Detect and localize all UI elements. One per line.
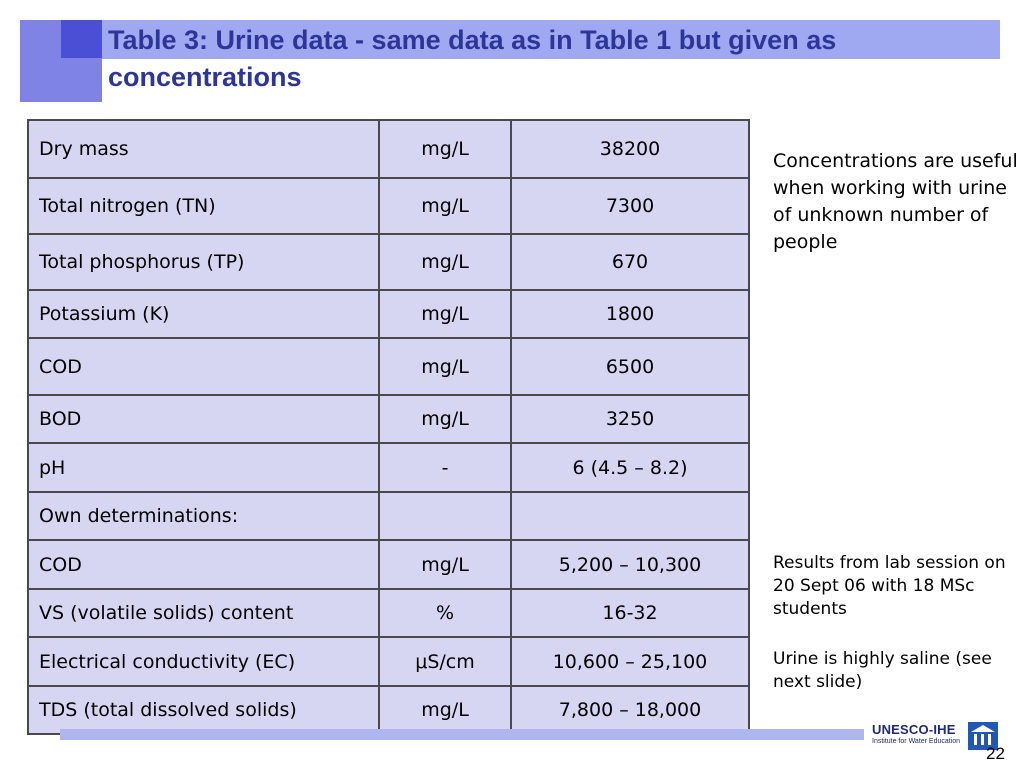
row-value: 7,800 – 18,000 [511, 686, 749, 734]
row-unit: mg/L [379, 540, 511, 589]
row-value: 670 [511, 234, 749, 290]
row-unit: mg/L [379, 395, 511, 443]
row-value: 3250 [511, 395, 749, 443]
unesco-ihe-logo [872, 722, 1002, 750]
row-label: Dry mass [28, 120, 379, 178]
row-unit: mg/L [379, 686, 511, 734]
row-label: Own determinations: [28, 492, 379, 540]
row-unit: mg/L [379, 234, 511, 290]
table-row [28, 637, 749, 686]
table-row [28, 395, 749, 443]
note-saline: Urine is highly saline (see next slide) [773, 649, 992, 692]
row-value: 1800 [511, 290, 749, 338]
row-value: 10,600 – 25,100 [511, 637, 749, 686]
footer-bar [60, 729, 864, 740]
table-row [28, 234, 749, 290]
table-row [28, 443, 749, 492]
decorative-square-small [61, 20, 102, 58]
row-label: pH [28, 443, 379, 492]
table-row [28, 589, 749, 637]
logo-text: UNESCO-IHE [872, 722, 956, 737]
table-row [28, 120, 749, 178]
row-value: 7300 [511, 178, 749, 234]
row-label: Total nitrogen (TN) [28, 178, 379, 234]
urine-data-table [27, 119, 750, 735]
row-unit: mg/L [379, 290, 511, 338]
row-label: BOD [28, 395, 379, 443]
table-row [28, 178, 749, 234]
row-unit: μS/cm [379, 637, 511, 686]
row-value: 38200 [511, 120, 749, 178]
table-row [28, 492, 749, 540]
page-number: 22 [986, 744, 1005, 763]
row-label: Potassium (K) [28, 290, 379, 338]
row-unit: mg/L [379, 178, 511, 234]
row-value: 6 (4.5 – 8.2) [511, 443, 749, 492]
note-lab-session: Results from lab session on 20 Sept 06 with 18 MSc students [773, 553, 1006, 619]
table-row [28, 686, 749, 734]
row-unit: - [379, 443, 511, 492]
row-unit [379, 492, 511, 540]
row-label: COD [28, 540, 379, 589]
row-label: Electrical conductivity (EC) [28, 637, 379, 686]
row-label: Total phosphorus (TP) [28, 234, 379, 290]
row-unit: mg/L [379, 338, 511, 395]
slide-title: Table 3: Urine data - same data as in Table 1 but given as concentrations [108, 25, 837, 92]
row-label: TDS (total dissolved solids) [28, 686, 379, 734]
row-unit: mg/L [379, 120, 511, 178]
row-value [511, 492, 749, 540]
row-value: 16-32 [511, 589, 749, 637]
table-row [28, 290, 749, 338]
row-label: COD [28, 338, 379, 395]
row-value: 5,200 – 10,300 [511, 540, 749, 589]
table-row [28, 338, 749, 395]
row-label: VS (volatile solids) content [28, 589, 379, 637]
row-value: 6500 [511, 338, 749, 395]
note-concentrations: Concentrations are useful when working with urine of unknown number of people [773, 150, 1018, 253]
row-unit: % [379, 589, 511, 637]
logo-subtext: Institute for Water Education [872, 738, 961, 745]
table-row [28, 540, 749, 589]
